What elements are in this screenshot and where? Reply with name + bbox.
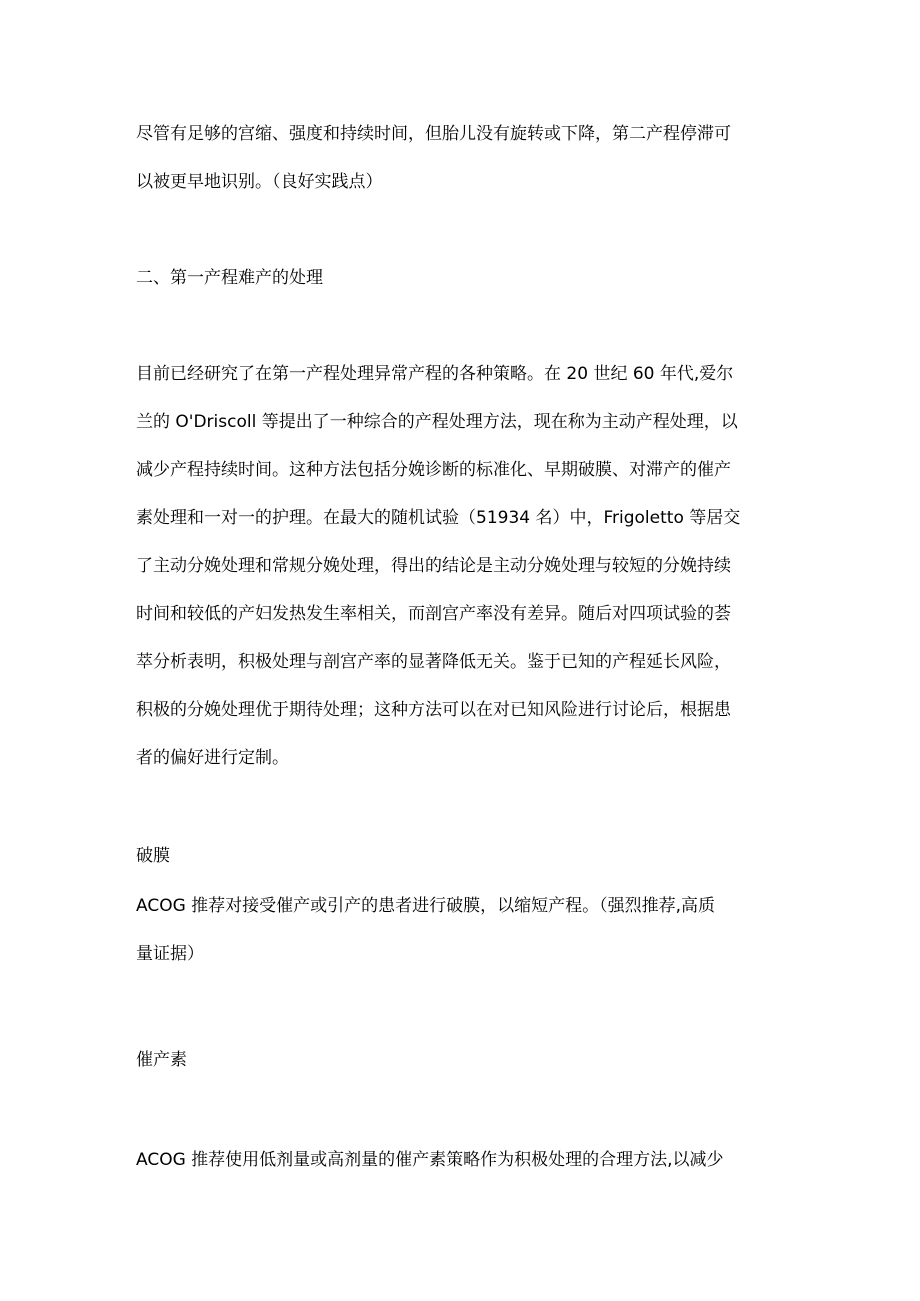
text-line: 兰的 O'Driscoll 等提出了一种综合的产程处理方法，现在称为主动产程处理，以	[136, 412, 738, 432]
section-heading-first-stage-dystocia: 二、第一产程难产的处理	[136, 268, 323, 288]
text-line: ACOG 推荐使用低剂量或高剂量的催产素策略作为积极处理的合理方法,以减少	[136, 1150, 724, 1170]
text-line: 以被更早地识别。（良好实践点）	[136, 172, 383, 192]
text-line: 萃分析表明，积极处理与剖宫产率的显著降低无关。鉴于已知的产程延长风险，	[136, 652, 731, 672]
paragraph-arrest-second-stage	[136, 110, 800, 206]
paragraph-amniotomy-recommendation	[136, 882, 800, 978]
paragraph-active-management	[136, 350, 800, 782]
subheading-oxytocin: 催产素	[136, 1050, 187, 1070]
text-line: ACOG 推荐对接受催产或引产的患者进行破膜，以缩短产程。（强烈推荐,高质	[136, 896, 716, 916]
text-line: 减少产程持续时间。这种方法包括分娩诊断的标准化、早期破膜、对滞产的催产	[136, 460, 731, 480]
text-line: 目前已经研究了在第一产程处理异常产程的各种策略。在 20 世纪 60 年代,爱尔	[136, 364, 734, 384]
text-line: 时间和较低的产妇发热发生率相关，而剖宫产率没有差异。随后对四项试验的荟	[136, 604, 731, 624]
text-line: 了主动分娩处理和常规分娩处理，得出的结论是主动分娩处理与较短的分娩持续	[136, 556, 731, 576]
text-line: 量证据）	[136, 944, 204, 964]
text-line: 素处理和一对一的护理。在最大的随机试验（51934 名）中，Frigoletto 等居交	[136, 508, 741, 528]
paragraph-oxytocin-recommendation	[136, 1136, 800, 1184]
text-line: 者的偏好进行定制。	[136, 748, 289, 768]
subheading-amniotomy: 破膜	[136, 846, 170, 866]
text-line: 积极的分娩处理优于期待处理；这种方法可以在对已知风险进行讨论后，根据患	[136, 700, 731, 720]
text-line: 尽管有足够的宫缩、强度和持续时间，但胎儿没有旋转或下降，第二产程停滞可	[136, 124, 731, 144]
